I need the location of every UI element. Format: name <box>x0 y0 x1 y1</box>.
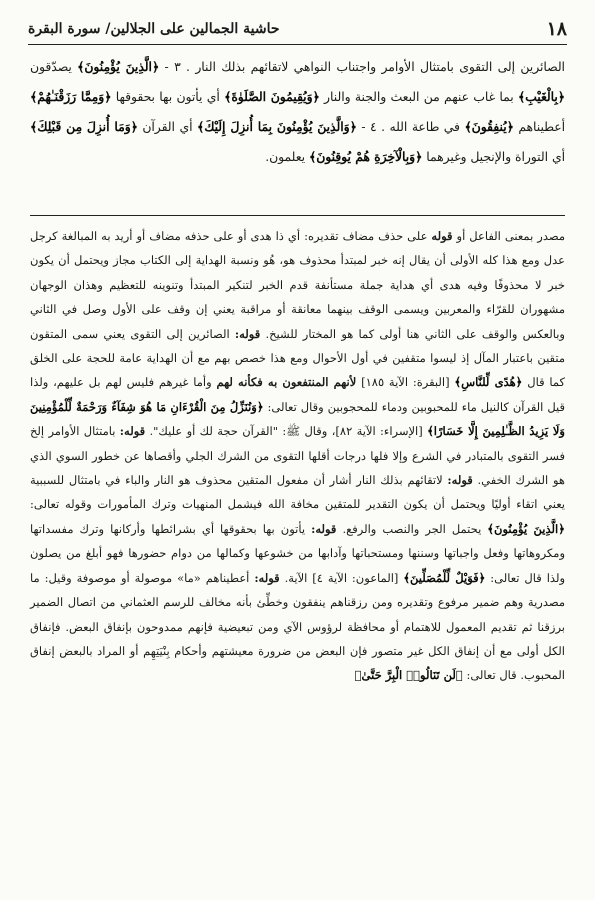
text-run: يحتمل الجر والنصب والرفع. <box>336 521 488 536</box>
text-run: على حذف مضاف تقديره: أي ذا هدى أو على حذفه مضاف أو أريد به المبالغة كرجل عدل ومع هذا كله الأولى أن يقال إنه خبر لمبتدأ محذوف هو، هُو ونسبة الهداية إلى الكتاب مجاز ويحتمل أن يكون خبر لا محذوفًا وفيه هدى أي هداية جملة مستأنفة قدم الخبر لتنكير المبتدأ وتنوينه للتعظيم وهذان الوجهان مشهوران للقرّاء والمعربين ويسمى الوقف بينهما معانقة أو مراقبة يعني إن وقف على الأول وصل في الثاني وبالعكس والوقف على الثاني هنا أولى كما هو المختار للشيخ. <box>30 229 565 341</box>
commentary-keyword: قوله: <box>311 521 337 536</box>
text-run: وأما غيرهم فليس لهم بل عليهم، ولذا قيل القرآن كالنيل ماء للمحبوبين ودماء للمحجوبين وقال تعالى: <box>30 375 565 414</box>
quran-verse: ﴿وَمِمَّا رَزَقْنَـٰهُمْ﴾ <box>30 89 112 104</box>
text-run: يعلمون. <box>265 150 309 164</box>
text-run: أعطيناهم <box>513 120 566 134</box>
text-run: لاتقائهم بذلك النار أشار أن مفعول المتقين محذوف هو النار والباء في بامتثال للسببية يعني اتقاء أوليًا ويحتمل أن يكون التقدير للمتقين مخافة الله فيشمل المنهيات وترك المأمورات وقوله تعالى: <box>30 473 565 512</box>
quran-verse: ﴿الَّذِينَ يُؤْمِنُونَ﴾ <box>487 521 565 536</box>
quran-verse: ﴿الَّذِينَ يُؤْمِنُونَ﴾ <box>77 59 160 74</box>
text-run: مصدر بمعنى الفاعل أو <box>452 229 565 243</box>
hashiya-paragraph <box>30 224 565 688</box>
text-run: [البقرة: الآية ١٨٥] <box>356 375 455 390</box>
text-run: [الماعون: الآية ٤] الآية. <box>279 570 404 585</box>
quran-verse: ﴿وَمَا أُنزِلَ مِن قَبْلِكَ﴾ <box>30 119 138 134</box>
text-run: أي يأتون بها بحقوقها <box>111 90 225 104</box>
text-run: أي التوراة والإنجيل وغيرهما <box>422 150 565 164</box>
text-run: يأتون بها بحقوقها أي بشرائطها وأركانها وترك مفسداتها ومكروهاتها وفعل واجباتها وسننها ومستحباتها وآدابها من خشوعها وكمالها من دوام حضورها فهو أبلغ من يصلون ولذا قال تعالى: <box>30 521 565 585</box>
commentary-keyword: قوله: <box>254 570 280 585</box>
commentary-keyword: لأنهم المنتفعون به فكأنه لهم <box>216 375 357 390</box>
quran-verse: ﴿بِالْغَيْبِ﴾ <box>517 89 566 104</box>
running-title: حاشية الجمالين على الجلالين/ سورة البقرة <box>28 21 280 37</box>
quran-verse: ﴿وَيُقِيمُونَ الصَّلَوٰةَ﴾ <box>224 89 320 104</box>
text-run: في طاعة الله . ٤ - <box>356 120 465 134</box>
quran-verse: ﴿وَالَّذِينَ يُؤْمِنُونَ بِمَا أُنزِلَ إِلَيْكَ﴾ <box>197 119 357 134</box>
quran-verse: ﴿لَن تَنَالُوا۟ الْبِرَّ حَتَّىٰ﴾ <box>354 668 463 683</box>
text-run: بما غاب عنهم من البعث والجنة والنار <box>319 90 518 104</box>
text-run: الصائرين إلى التقوى بامتثال الأوامر واجتناب النواهي لاتقائهم بذلك النار . ٣ - <box>159 60 565 74</box>
commentary-keyword: قوله: <box>447 473 473 488</box>
page-header <box>28 14 567 45</box>
text-run: بامتثال الأوامر إلخ فسر التقوى بالمتبادر في الشرع وإلا فلها درجات أقلها التقوى من الشرك الجلي وأقصاها عن خطور السوي الذي هو الشرك الخفي. <box>30 424 565 488</box>
quran-verse: ﴿هُدًى لِّلنَّاسِ﴾ <box>454 375 523 390</box>
section-divider <box>30 215 565 216</box>
text-run: يصدّقون <box>30 60 78 74</box>
tafsir-paragraph <box>30 52 565 172</box>
quran-verse: ﴿وَنُنَزِّلُ مِنَ الْقُرْءَانِ مَا هُوَ شِفَآءٌ وَرَحْمَةٌ لِّلْمُؤْمِنِينَ وَلَا يَزِيدُ الظَّـٰلِمِينَ إِلَّا خَسَارًا﴾ <box>30 399 565 439</box>
commentary-keyword: قوله: <box>234 326 261 341</box>
quran-verse: ﴿وَبِالْآخِرَةِ هُمْ يُوقِنُونَ﴾ <box>308 149 423 164</box>
quran-verse: ﴿فَوَيْلٌ لِّلْمُصَلِّينَ﴾ <box>403 570 486 585</box>
text-run: أي القرآن <box>137 120 198 134</box>
quran-verse: ﴿يُنفِقُونَ﴾ <box>464 119 514 134</box>
text-run: الصائرين إلى التقوى يعني سمى المتقون متقين باعتبار المآل إذ ليسوا متقفين في أول الأحوال ومع هذا خصص بهم مع أن الهداية عامة للحجة على الخلق كما قال <box>30 326 565 390</box>
tafsir-text <box>30 52 565 172</box>
hashiya-text <box>30 224 565 688</box>
text-run: أعطيناهم «ما» موصولة أو موصوفة وقيل: ما مصدرية وهم ضمير مرفوع وتقديره ومن رزقناهم ينفقون وخطِّئ بأنه مخالف للرسم العثماني من اتصال الضمير برزقنا ثم تقديم المعمول للاهتمام أو محافظة لرؤوس الآي ومن تبعيضية فإنهم ممدوحون بإنفاق البعض. فإنفاق الكل أولى مع أن إنفاق الكل غير متصور فإن البعض من ضرورة معيشتهم وأحكام بِنْيَتِهِم أو المراد بالبعض إنفاق المحبوب. قال تعالى: <box>30 570 565 683</box>
commentary-keyword: قوله: <box>119 424 146 439</box>
text-run: [الإسراء: الآية ٨٢]، وقال ﷺ: "القرآن حجة لك أو عليك". <box>145 424 428 439</box>
commentary-keyword: قوله <box>431 229 453 243</box>
page-number: ١٨ <box>546 18 567 40</box>
